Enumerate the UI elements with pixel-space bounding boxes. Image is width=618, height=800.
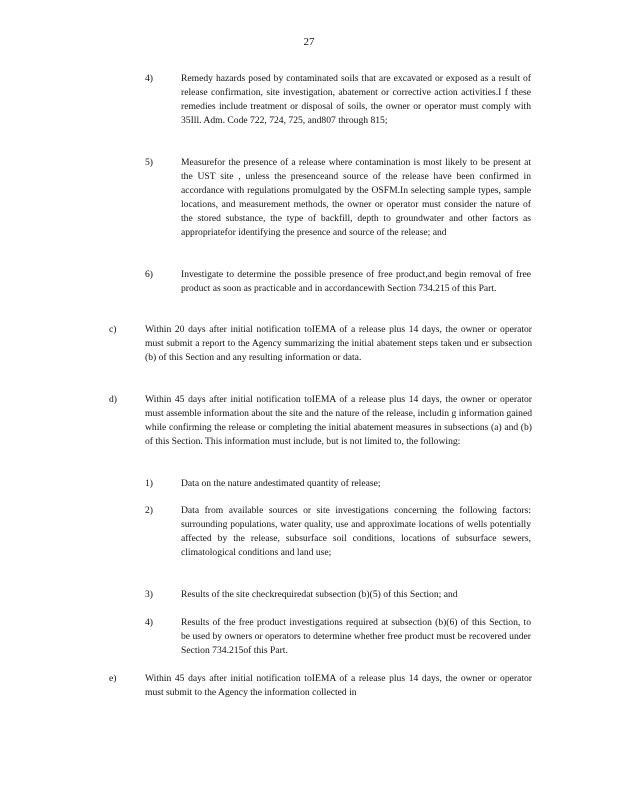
item-text: Data on the nature andestimated quantity of release;	[181, 478, 381, 489]
item-marker: 3)	[145, 589, 153, 600]
item-marker: d)	[109, 394, 117, 405]
item-marker: 2)	[145, 505, 153, 516]
page-number: 27	[303, 36, 315, 48]
item-text: Within 45 days after initial notification toIEMA of a release plus 14 days, the owner or operator must assemble information about the site and the nature of the release, includin g information gained while confirming the release or completing the initial abatement measures in subsections (a) and (b) of this Section. This information must include, but is not limited to, the following:	[145, 394, 532, 447]
item-text: Results of the site checkrequiredat subsection (b)(5) of this Section; and	[181, 589, 458, 600]
item-marker: 4)	[145, 617, 153, 628]
item-text: Data from available sources or site investigations concerning the following factors: surrounding populations, water quality, use and approximate locations of wells potentially affected by the release, subsurface soil conditions, locations of subsurface sewers, climatological conditions and land use;	[181, 505, 531, 558]
item-marker: e)	[109, 673, 117, 684]
item-marker: 1)	[145, 478, 153, 489]
item-text: Remedy hazards posed by contaminated soils that are excavated or exposed as a result of release confirmation, site investigation, abatement or corrective action activities.I f these remedies include treatment or disposal of soils, the owner or operator must comply with 35Ill. Adm. Code 722, 724, 725, and807 through 815;	[181, 73, 531, 126]
item-marker: c)	[109, 324, 117, 335]
item-text: Within 45 days after initial notification toIEMA of a release plus 14 days, the owner or operator must submit to the Agency the information collected in	[145, 673, 532, 698]
item-text: Within 20 days after initial notification toIEMA of a release plus 14 days, the owner or operator must submit a report to the Agency summarizing the initial abatement steps taken und er subsection (b) of this Section and any resulting information or data.	[145, 324, 532, 363]
item-text: Measurefor the presence of a release where contamination is most likely to be present at the UST site , unless the presenceand source of the release have been confirmed in accordance with regulations promulgated by the OSFM.In selecting sample types, sample locations, and measurement methods, the owner or operator must consider the nature of the stored substance, the type of backfill, depth to groundwater and other factors as appropriatefor identifying the presence and source of the release; and	[181, 157, 531, 238]
item-text: Investigate to determine the possible presence of free product,and begin removal of free product as soon as practicable and in accordancewith Section 734.215 of this Part.	[181, 269, 531, 294]
item-text: Results of the free product investigations required at subsection (b)(6) of this Section, to be used by owners or operators to determine whether free product must be recovered under Section 734.215of this Part.	[181, 617, 531, 656]
item-marker: 4)	[145, 73, 153, 84]
item-marker: 6)	[145, 269, 153, 280]
item-marker: 5)	[145, 157, 153, 168]
